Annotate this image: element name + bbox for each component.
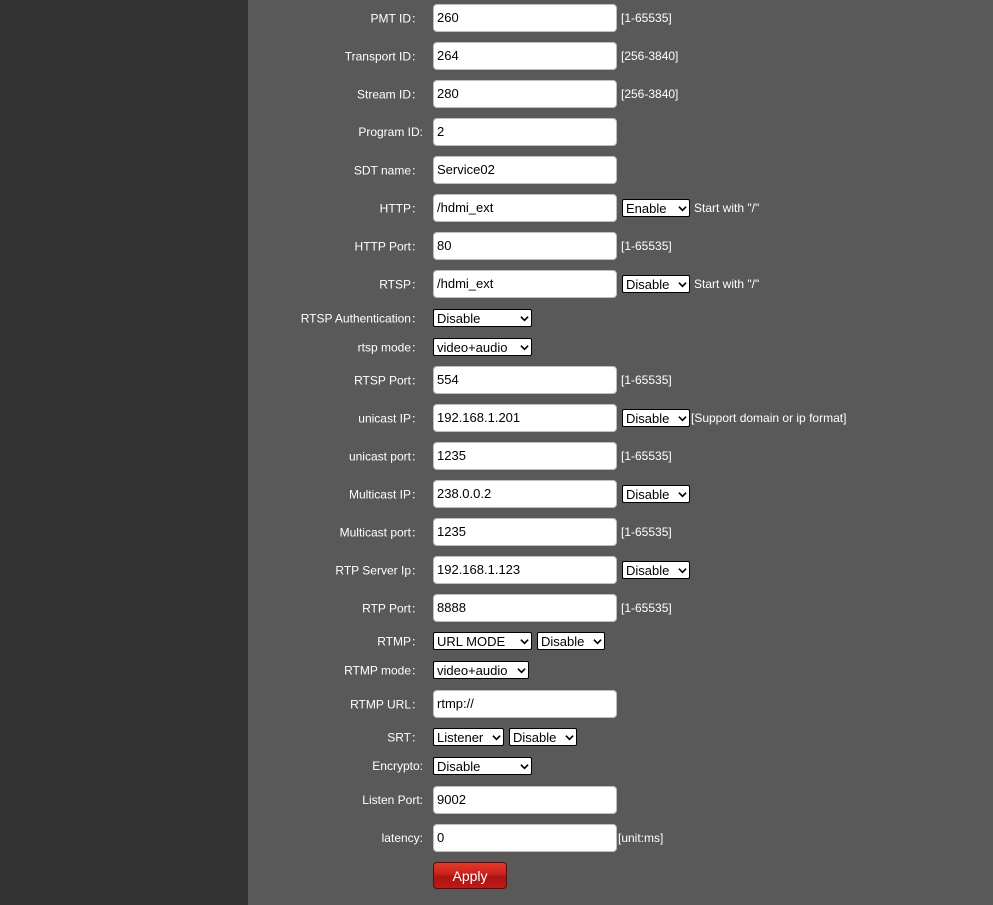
chevron-down-icon xyxy=(565,733,574,742)
encrypto-select[interactable] xyxy=(433,757,532,775)
transport-id-label: Transport ID： xyxy=(344,49,423,64)
multicast-ip-label: Multicast IP： xyxy=(348,487,423,502)
rtsp-port-hint: [1-65535] xyxy=(621,373,672,387)
unicast-port-label: unicast port： xyxy=(348,449,423,464)
row-stream-id xyxy=(248,79,993,109)
pmt-id-input[interactable]: 260 xyxy=(433,4,617,32)
rtp-port-input[interactable]: 8888 xyxy=(433,594,617,622)
multicast-enable-value: Disable xyxy=(626,486,670,502)
chevron-down-icon xyxy=(678,280,687,289)
latency-hint: [unit:ms] xyxy=(618,831,664,845)
latency-label: latency: xyxy=(381,831,423,845)
row-rtsp xyxy=(248,269,993,299)
row-multicast-ip xyxy=(248,479,993,509)
chevron-down-icon xyxy=(678,490,687,499)
latency-input[interactable]: 0 xyxy=(433,824,617,852)
multicast-ip-input[interactable]: 238.0.0.2 xyxy=(433,480,617,508)
row-rtmp-mode xyxy=(248,655,993,685)
transport-id-input[interactable]: 264 xyxy=(433,42,617,70)
listen-port-input[interactable]: 9002 xyxy=(433,786,617,814)
encrypto-value: Disable xyxy=(437,758,481,774)
rtmp-url-label: RTMP URL： xyxy=(350,697,423,712)
rtp-port-label: RTP Port： xyxy=(362,601,423,616)
chevron-down-icon xyxy=(517,666,526,675)
row-transport-id xyxy=(248,41,993,71)
stream-id-hint: [256-3840] xyxy=(621,87,679,101)
row-rtp-port xyxy=(248,593,993,623)
rtmp-av-select[interactable] xyxy=(433,661,529,679)
srt-enable-value: Disable xyxy=(513,729,557,745)
unicast-ip-input[interactable]: 192.168.1.201 xyxy=(433,404,617,432)
row-latency xyxy=(248,823,993,853)
http-label: HTTP： xyxy=(379,201,423,216)
srt-mode-value: Listener xyxy=(437,729,484,745)
rtmp-enable-select[interactable] xyxy=(537,632,605,650)
chevron-down-icon xyxy=(678,566,687,575)
row-multicast-port xyxy=(248,517,993,547)
rtp-enable-select[interactable] xyxy=(622,561,690,579)
rtsp-hint: Start with "/" xyxy=(694,277,760,291)
unicast-ip-label: unicast IP： xyxy=(358,411,423,426)
rtp-enable-value: Disable xyxy=(626,562,670,578)
program-id-label: Program ID: xyxy=(358,125,423,139)
sidebar xyxy=(0,0,248,905)
multicast-port-hint: [1-65535] xyxy=(621,525,672,539)
rtmp-url-input[interactable]: rtmp:// xyxy=(433,690,617,718)
unicast-ip-hint: [Support domain or ip format] xyxy=(691,411,847,425)
chevron-down-icon xyxy=(678,414,687,423)
http-enable-value: Enable xyxy=(626,200,667,216)
rtp-server-ip-label: RTP Server Ip： xyxy=(335,563,423,578)
stream-id-input[interactable]: 280 xyxy=(433,80,617,108)
row-listen-port xyxy=(248,785,993,815)
http-port-label: HTTP Port： xyxy=(354,239,423,254)
apply-button[interactable]: Apply xyxy=(433,862,507,889)
srt-label: SRT： xyxy=(387,730,423,745)
multicast-enable-select[interactable] xyxy=(622,485,690,503)
rtmp-mode-label: RTMP mode： xyxy=(344,663,423,678)
rtmp-mode-select[interactable] xyxy=(433,632,532,650)
rtmp-enable-value: Disable xyxy=(541,633,585,649)
rtp-port-hint: [1-65535] xyxy=(621,601,672,615)
http-enable-select[interactable] xyxy=(622,199,690,217)
multicast-port-label: Multicast port： xyxy=(339,525,423,540)
rtsp-auth-select[interactable] xyxy=(433,309,532,327)
rtsp-mode-label: rtsp mode： xyxy=(357,340,423,355)
srt-enable-select[interactable] xyxy=(509,728,577,746)
rtsp-label: RTSP： xyxy=(379,277,423,292)
row-rtsp-port xyxy=(248,365,993,395)
unicast-enable-select[interactable] xyxy=(622,409,690,427)
srt-mode-select[interactable] xyxy=(433,728,504,746)
http-port-hint: [1-65535] xyxy=(621,239,672,253)
pmt-id-hint: [1-65535] xyxy=(621,11,672,25)
program-id-input[interactable]: 2 xyxy=(433,118,617,146)
transport-id-hint: [256-3840] xyxy=(621,49,679,63)
row-encrypto xyxy=(248,751,993,781)
rtsp-enable-select[interactable] xyxy=(622,275,690,293)
unicast-enable-value: Disable xyxy=(626,410,670,426)
rtsp-mode-value: video+audio xyxy=(437,339,508,355)
row-unicast-port xyxy=(248,441,993,471)
http-path-input[interactable]: /hdmi_ext xyxy=(433,194,617,222)
http-hint: Start with "/" xyxy=(694,201,760,215)
rtp-server-ip-input[interactable]: 192.168.1.123 xyxy=(433,556,617,584)
listen-port-label: Listen Port: xyxy=(362,793,423,807)
chevron-down-icon xyxy=(520,343,529,352)
row-unicast-ip xyxy=(248,403,993,433)
rtsp-auth-label: RTSP Authentication： xyxy=(300,311,423,326)
chevron-down-icon xyxy=(678,204,687,213)
row-pmt-id xyxy=(248,3,993,33)
rtsp-enable-value: Disable xyxy=(626,276,670,292)
chevron-down-icon xyxy=(593,637,602,646)
row-rtsp-auth xyxy=(248,303,993,333)
rtsp-port-input[interactable]: 554 xyxy=(433,366,617,394)
rtmp-mode-value: URL MODE xyxy=(437,633,506,649)
rtsp-mode-select[interactable] xyxy=(433,338,532,356)
stream-id-label: Stream ID： xyxy=(356,87,423,102)
encrypto-label: Encrypto: xyxy=(372,759,423,773)
sdt-name-label: SDT name： xyxy=(353,163,423,178)
unicast-port-hint: [1-65535] xyxy=(621,449,672,463)
pmt-id-label: PMT ID： xyxy=(370,11,423,26)
row-http-port xyxy=(248,231,993,261)
row-srt xyxy=(248,722,993,752)
row-rtp-server-ip xyxy=(248,555,993,585)
rtmp-label: RTMP： xyxy=(377,634,423,649)
row-rtmp-url xyxy=(248,689,993,719)
rtsp-auth-value: Disable xyxy=(437,310,481,326)
unicast-port-input[interactable]: 1235 xyxy=(433,442,617,470)
row-program-id xyxy=(248,117,993,147)
chevron-down-icon xyxy=(520,314,529,323)
sdt-name-input[interactable]: Service02 xyxy=(433,156,617,184)
rtsp-port-label: RTSP Port： xyxy=(354,373,423,388)
chevron-down-icon xyxy=(520,637,529,646)
row-rtsp-mode xyxy=(248,332,993,362)
rtmp-av-value: video+audio xyxy=(437,662,508,678)
multicast-port-input[interactable]: 1235 xyxy=(433,518,617,546)
rtsp-path-input[interactable]: /hdmi_ext xyxy=(433,270,617,298)
row-sdt-name xyxy=(248,155,993,185)
row-http xyxy=(248,193,993,223)
row-rtmp xyxy=(248,626,993,656)
http-port-input[interactable]: 80 xyxy=(433,232,617,260)
chevron-down-icon xyxy=(492,733,501,742)
chevron-down-icon xyxy=(520,762,529,771)
